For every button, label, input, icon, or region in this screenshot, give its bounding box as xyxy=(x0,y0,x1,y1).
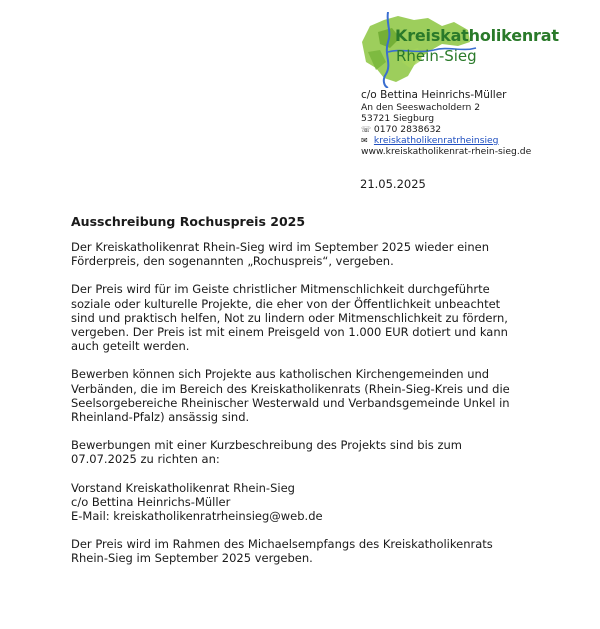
text-line: c/o Bettina Heinrichs-Müller xyxy=(71,494,231,509)
text-line: Bewerbungen mit einer Kurzbeschreibung des Projekts sind bis zum xyxy=(71,438,462,453)
text-line: Der Preis wird für im Geiste christlicher Mitmenschlichkeit durchgeführte xyxy=(71,282,490,297)
paragraph-eligibility xyxy=(71,367,541,424)
paragraph-contact-address xyxy=(71,481,541,524)
text-line: 07.07.2025 zu richten an: xyxy=(71,452,220,467)
text-line: Vorstand Kreiskatholikenrat Rhein-Sieg xyxy=(71,480,295,495)
logo-organization-name: Kreiskatholikenrat xyxy=(395,26,559,45)
logo-region-name: Rhein-Sieg xyxy=(396,47,477,65)
paragraph-prize-purpose xyxy=(71,282,541,353)
text-line: vergeben. Der Preis ist mit einem Preisgeld von 1.000 EUR dotiert und kann xyxy=(71,325,508,340)
document-title: Ausschreibung Rochuspreis 2025 xyxy=(71,214,306,229)
sender-care-of: c/o Bettina Heinrichs-Müller xyxy=(361,89,507,101)
sender-phone-row xyxy=(361,124,531,135)
document-body xyxy=(71,240,541,580)
letter-date: 21.05.2025 xyxy=(360,177,426,191)
text-line: Der Kreiskatholikenrat Rhein-Sieg wird im September 2025 wieder einen xyxy=(71,240,490,254)
sender-phone: 0170 2838632 xyxy=(373,124,442,135)
sender-email-link[interactable]: kreiskatholikenratrheinsieg xyxy=(373,135,499,146)
sender-email-row xyxy=(361,135,531,146)
text-line: Der Preis wird im Rahmen des Michaelsempfangs des Kreiskatholikenrats xyxy=(71,537,493,552)
text-line: soziale oder kulturelle Projekte, die eher von der Öffentlichkeit unbeachtet xyxy=(71,296,501,311)
text-line: Seelsorgebereiche Rheinischer Westerwald und Verbandsgemeinde Unkel in xyxy=(71,395,510,410)
sender-street: An den Seeswacholdern 2 xyxy=(361,102,481,113)
sender-city: 53721 Siegburg xyxy=(361,113,435,124)
paragraph-announcement xyxy=(71,240,541,268)
contact-email[interactable]: E-Mail: kreiskatholikenratrheinsieg@web.de xyxy=(71,509,323,524)
mail-icon: ✉ xyxy=(361,136,368,145)
text-line: Rheinland-Pfalz) ansässig sind. xyxy=(71,410,250,425)
paragraph-award-ceremony xyxy=(71,537,541,565)
organization-logo xyxy=(358,12,559,88)
phone-icon: ☏ xyxy=(361,125,372,134)
text-line: Bewerben können sich Projekte aus katholischen Kirchengemeinden und xyxy=(71,367,490,382)
text-line: Verbänden, die im Bereich des Kreiskatholikenrats (Rhein-Sieg-Kreis und die xyxy=(71,381,510,396)
text-line: Förderpreis, den sogenannten „Rochuspreis“, vergeben. xyxy=(71,254,394,269)
text-line: auch geteilt werden. xyxy=(71,339,190,354)
sender-website[interactable]: www.kreiskatholikenrat-rhein-sieg.de xyxy=(361,146,532,157)
text-line: sind und praktisch helfen, Not zu lindern oder Mitmenschlichkeit zu fördern, xyxy=(71,310,508,325)
sender-address-block xyxy=(361,88,531,157)
text-line: Rhein-Sieg im September 2025 vergeben. xyxy=(71,551,313,566)
paragraph-deadline xyxy=(71,438,541,466)
